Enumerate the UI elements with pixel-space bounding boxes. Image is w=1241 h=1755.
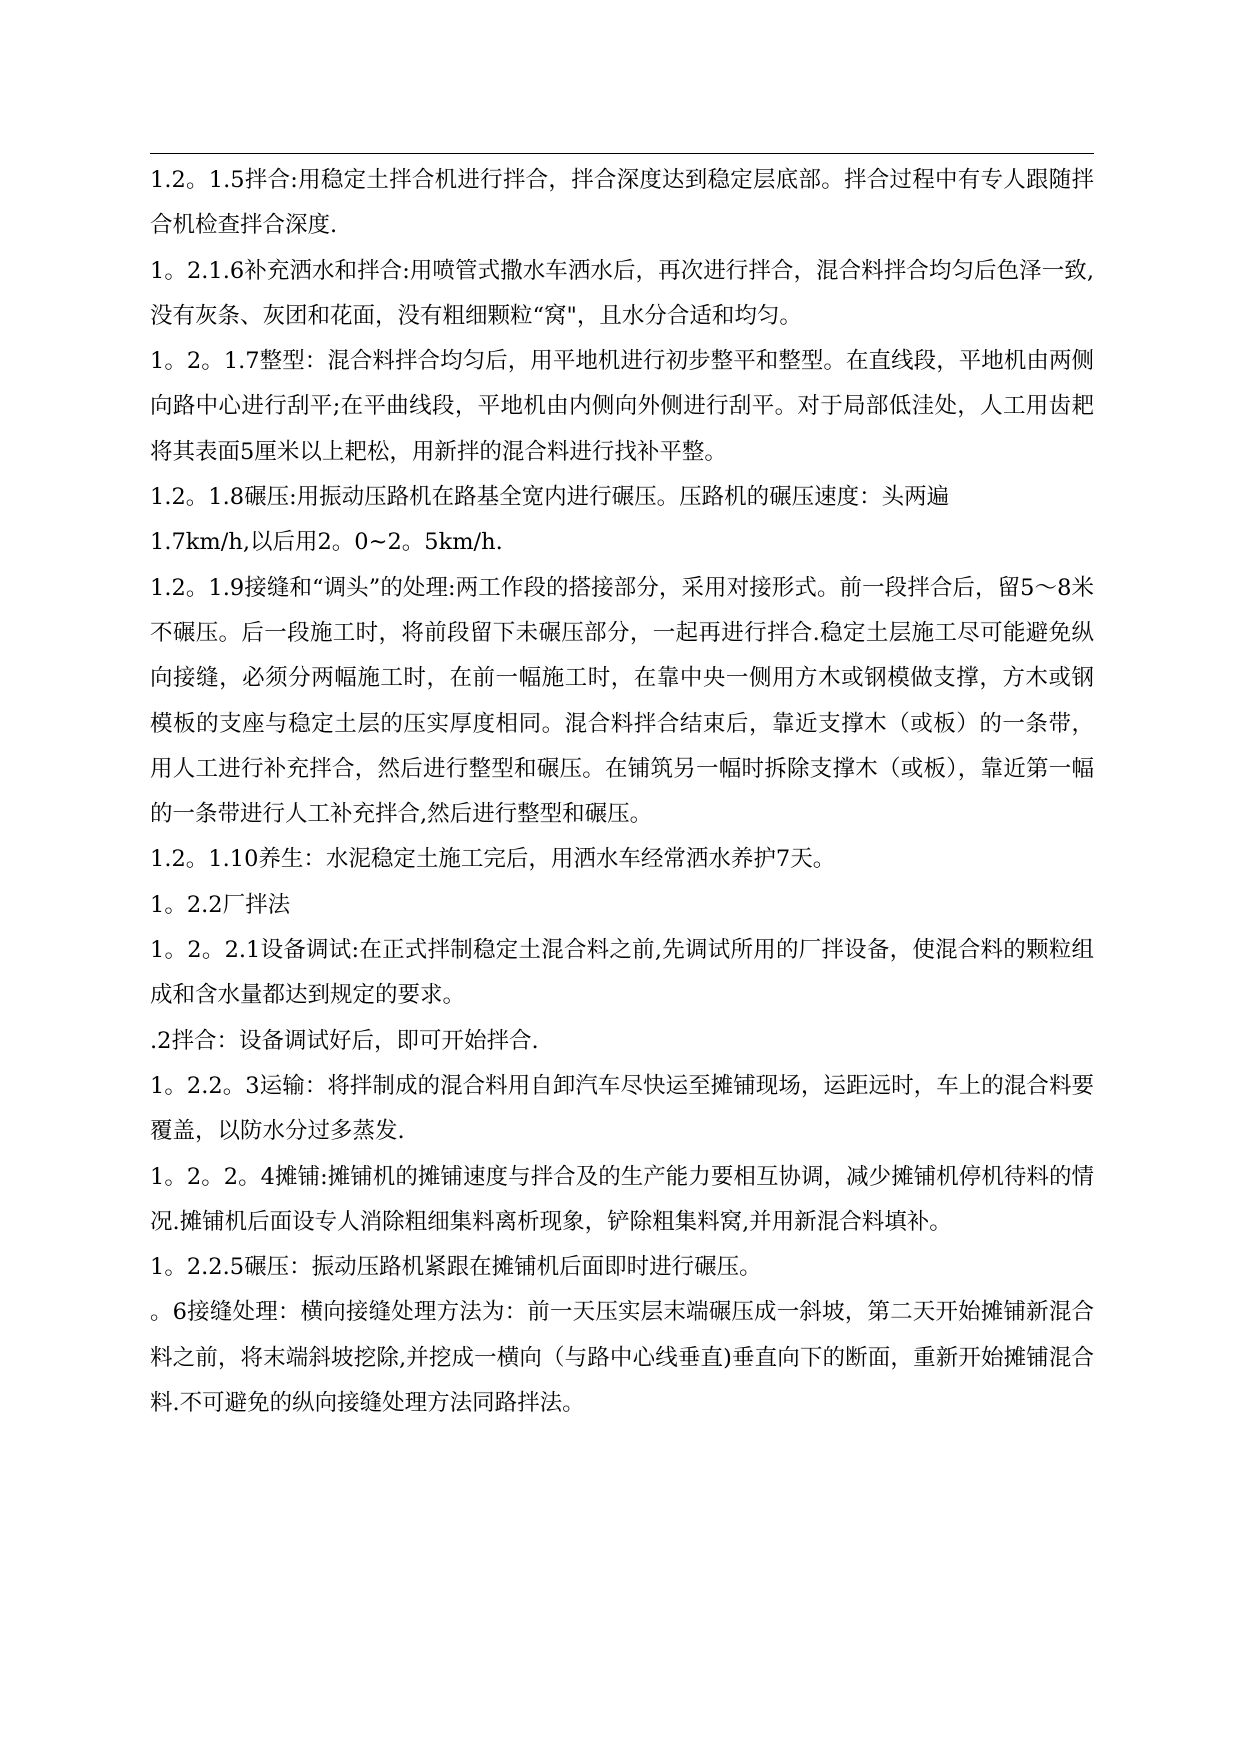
paragraph-6-joint-treatment: 。6接缝处理：横向接缝处理方法为：前一天压实层末端碾压成一斜坡，第二天开始摊铺新混合料之前，将末端斜坡挖除,并挖成一横向（与路中心线垂直)垂直向下的断面，重新开始摊铺混合料.不可避免的纵向接缝处理方法同路拌法。 xyxy=(150,1299,1094,1417)
paragraph-1-2-2-plant-mix: 1。2.2厂拌法 xyxy=(150,891,291,918)
paragraph-1-2-1-6-water-and-mixing: 1。2.1.6补充洒水和拌合:用喷管式撒水车洒水后，再次进行拌合，混合料拌合均匀后色泽一致,没有灰条、灰团和花面，没有粗细颗粒“窝"，且水分合适和均匀。 xyxy=(150,257,1094,329)
paragraph-rolling-speed: 1.7km/h,以后用2。0~2。5km/h. xyxy=(150,529,503,556)
paragraph-1-2-2-5-rolling: 1。2.2.5碾压：振动压路机紧跟在摊铺机后面即时进行碾压。 xyxy=(150,1254,762,1281)
paragraph-1-2-2-1-equipment-test: 1。2。2.1设备调试:在正式拌制稳定土混合料之前,先调试所用的厂拌设备，使混合料的颗粒组成和含水量都达到规定的要求。 xyxy=(150,937,1094,1009)
paragraph-1-2-1-9-joints: 1.2。1.9接缝和“调头”的处理:两工作段的搭接部分，采用对接形式。前一段拌合后，留5～8米不碾压。后一段施工时，将前段留下未碾压部分，一起再进行拌合.稳定土层施工尽可能避免纵向接缝，必须分两幅施工时，在前一幅施工时，在靠中央一侧用方木或钢模做支撑，方木或钢模板的支座与稳定土层的压实厚度相同。混合料拌合结束后，靠近支撑木（或板）的一条带，用人工进行补充拌合，然后进行整型和碾压。在铺筑另一幅时拆除支撑木（或板），靠近第一幅的一条带进行人工补充拌合,然后进行整型和碾压。 xyxy=(150,574,1094,828)
paragraph-1-2-1-5-mixing: 1.2。1.5拌合:用稳定土拌合机进行拌合，拌合深度达到稳定层底部。拌合过程中有专人跟随拌合机检查拌合深度. xyxy=(150,167,1094,239)
document-body xyxy=(150,158,1094,1426)
paragraph-1-2-1-8-rolling: 1.2。1.8碾压:用振动压路机在路基全宽内进行碾压。压路机的碾压速度：头两遍 xyxy=(150,484,950,511)
paragraph-1-2-1-7-shaping: 1。2。1.7整型：混合料拌合均匀后，用平地机进行初步整平和整型。在直线段，平地机由两侧向路中心进行刮平;在平曲线段，平地机由内侧向外侧进行刮平。对于局部低洼处，人工用齿耙将其表面5厘米以上耙松，用新拌的混合料进行找补平整。 xyxy=(150,348,1094,465)
paragraph-1-2-2-3-transport: 1。2.2。3运输：将拌制成的混合料用自卸汽车尽快运至摊铺现场，运距远时，车上的混合料要覆盖，以防水分过多蒸发. xyxy=(150,1072,1094,1145)
header-rule xyxy=(150,153,1094,154)
paragraph-1-2-1-10-curing: 1.2。1.10养生：水泥稳定土施工完后，用洒水车经常洒水养护7天。 xyxy=(150,846,836,873)
paragraph-2-mixing: .2拌合：设备调试好后，即可开始拌合. xyxy=(150,1027,539,1054)
paragraph-1-2-2-4-paving: 1。2。2。4摊铺:摊铺机的摊铺速度与拌合及的生产能力要相互协调，减少摊铺机停机待料的情况.摊铺机后面设专人消除粗细集料离析现象，铲除粗集料窝,并用新混合料填补。 xyxy=(150,1163,1094,1235)
